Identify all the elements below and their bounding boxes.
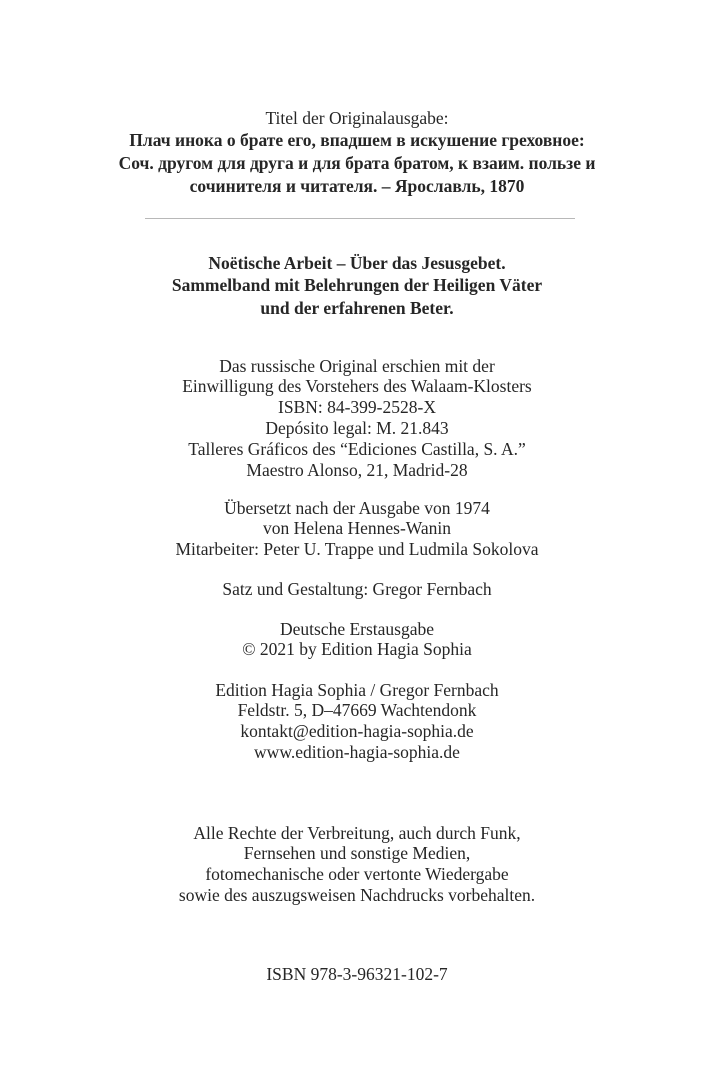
german-title-line: Sammelband mit Belehrungen der Heiligen Väter bbox=[171, 275, 543, 296]
german-title-line: und der erfahrenen Beter. bbox=[260, 298, 454, 319]
publisher-address: Feldstr. 5, D–47669 Wachtendonk bbox=[237, 700, 477, 721]
original-title-line: Соч. другом для друга и для брата братом, к взаим. пользе и bbox=[118, 153, 596, 174]
contributors: Mitarbeiter: Peter U. Trappe und Ludmila Sokolova bbox=[175, 539, 539, 560]
deposito-legal: Depósito legal: M. 21.843 bbox=[265, 417, 449, 438]
typesetting-block bbox=[0, 579, 714, 600]
publisher-website: www.edition-hagia-sophia.de bbox=[254, 741, 460, 762]
edition-line: Deutsche Erstausgabe bbox=[279, 618, 435, 639]
publisher-block bbox=[0, 680, 714, 763]
isbn: ISBN 978-3-96321-102-7 bbox=[266, 963, 448, 984]
typesetting-credit: Satz und Gestaltung: Gregor Fernbach bbox=[222, 578, 492, 599]
translator: von Helena Hennes-Wanin bbox=[262, 518, 452, 539]
original-printer: Talleres Gráficos des “Ediciones Castilla, S. A.” bbox=[188, 438, 526, 459]
publisher-email: kontakt@edition-hagia-sophia.de bbox=[240, 721, 474, 742]
original-title-line: Плач инока о брате его, впадшем в искушение греховное: bbox=[129, 130, 585, 151]
edition-block bbox=[0, 619, 714, 661]
original-info-block bbox=[0, 356, 714, 481]
original-info-line: Das russische Original erschien mit der bbox=[219, 355, 495, 376]
original-title-line: сочинителя и читателя. – Ярославль, 1870 bbox=[189, 175, 525, 196]
original-title-heading: Titel der Originalausgabe: bbox=[265, 107, 449, 128]
isbn-block bbox=[0, 964, 714, 985]
german-title-block bbox=[0, 252, 714, 320]
rights-line: Alle Rechte der Verbreitung, auch durch Funk, bbox=[193, 822, 521, 843]
rights-line: fotomechanische oder vertonte Wiedergabe bbox=[205, 864, 509, 885]
divider-rule bbox=[145, 218, 575, 219]
german-title-line: Noëtische Arbeit – Über das Jesusgebet. bbox=[208, 252, 506, 273]
original-printer-address: Maestro Alonso, 21, Madrid-28 bbox=[246, 459, 468, 480]
original-info-line: Einwilligung des Vorstehers des Walaam-Klosters bbox=[182, 376, 532, 397]
translation-line: Übersetzt nach der Ausgabe von 1974 bbox=[224, 497, 490, 518]
rights-line: Fernsehen und sonstige Medien, bbox=[243, 843, 471, 864]
translation-block bbox=[0, 498, 714, 560]
rights-block bbox=[0, 823, 714, 906]
original-isbn: ISBN: 84-399-2528-X bbox=[278, 397, 436, 418]
rights-line: sowie des auszugsweisen Nachdrucks vorbehalten. bbox=[178, 884, 536, 905]
copyright-line: © 2021 by Edition Hagia Sophia bbox=[242, 639, 472, 660]
publisher-name: Edition Hagia Sophia / Gregor Fernbach bbox=[215, 679, 499, 700]
original-title-block bbox=[0, 107, 714, 198]
